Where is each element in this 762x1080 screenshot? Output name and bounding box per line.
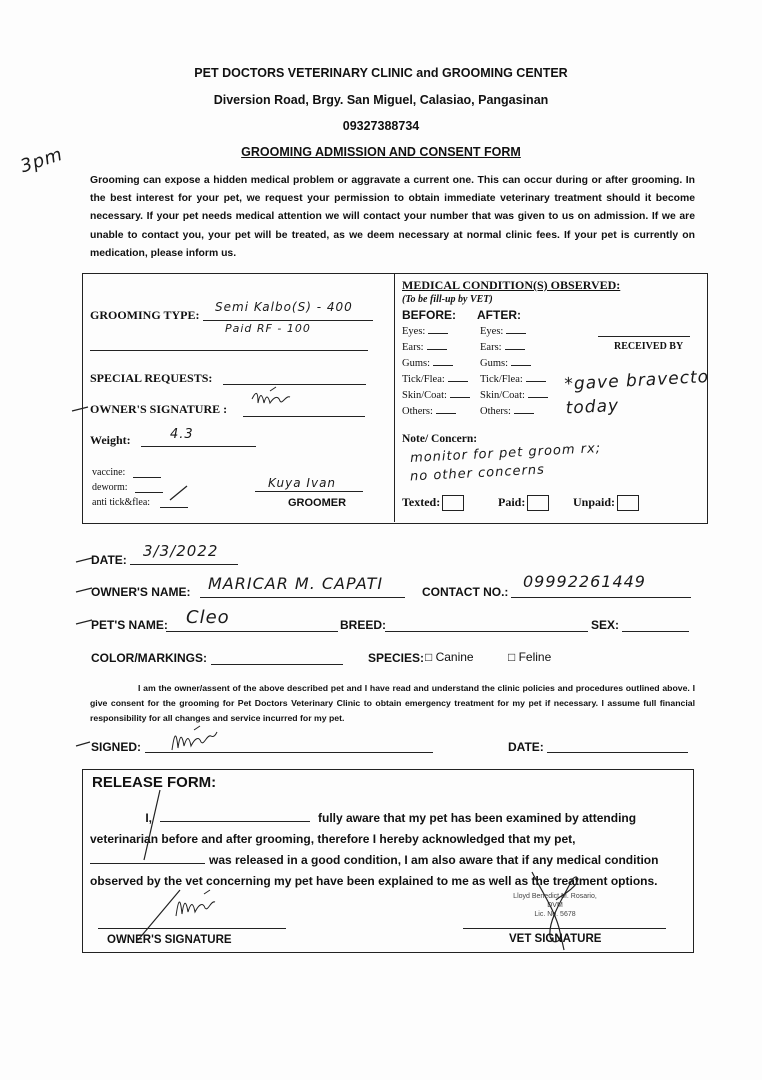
special-requests-line[interactable] — [223, 370, 366, 385]
vaccine-label: vaccine: — [92, 467, 126, 478]
consent-date-label: DATE: — [508, 740, 544, 754]
medical-row-label: Gums: — [480, 358, 509, 369]
medical-row-label: Gums: — [402, 358, 431, 369]
medical-row-blank[interactable] — [505, 340, 525, 350]
medical-row-label: Ears: — [402, 342, 424, 353]
paid-label: Paid: — [498, 495, 526, 509]
owner-signature-mark — [70, 385, 310, 420]
medical-row-blank[interactable] — [428, 324, 448, 334]
sex-line[interactable] — [622, 617, 689, 632]
medical-row-blank[interactable] — [450, 388, 470, 398]
box-divider — [394, 274, 395, 522]
unpaid-label: Unpaid: — [573, 495, 616, 509]
medical-row-after — [480, 404, 534, 417]
groomer-line[interactable] — [255, 476, 363, 492]
note-label: Note/ Concern: — [402, 433, 478, 445]
medical-row-label: Tick/Flea: — [480, 374, 523, 385]
received-by-label: RECEIVED BY — [614, 341, 684, 352]
antitick-check-mark — [168, 484, 190, 502]
date-value: 3/3/2022 — [143, 542, 219, 560]
grooming-type-label: GROOMING TYPE: — [90, 308, 200, 322]
medical-row-label: Skin/Coat: — [480, 390, 525, 401]
release-owner-sig-label: OWNER'S SIGNATURE — [107, 934, 232, 946]
clinic-address: Diversion Road, Brgy. San Miguel, Calasiao, Pangasinan — [213, 93, 549, 107]
signed-label: SIGNED: — [91, 740, 142, 754]
antitick-label: anti tick&flea: — [92, 497, 151, 508]
medical-row-before — [402, 372, 468, 385]
texted-checkbox[interactable] — [442, 495, 464, 511]
paid-field[interactable] — [498, 495, 549, 511]
medical-row-label: Ears: — [480, 342, 502, 353]
unpaid-field[interactable] — [573, 495, 639, 511]
pet-name-value: Cleo — [186, 607, 230, 628]
handwritten-medical-note: *gave bravecto today — [563, 367, 710, 419]
release-i: I, — [145, 811, 152, 825]
medical-row-before — [402, 324, 448, 337]
vet-stamp-name: Lloyd Benedict M. Rosario, DVM — [513, 893, 597, 909]
medical-row-before — [402, 388, 470, 401]
vet-sig-label: VET SIGNATURE — [509, 933, 602, 945]
medical-title: MEDICAL CONDITION(S) OBSERVED: — [402, 278, 621, 292]
note-value-1: monitor for pet groom rx; — [409, 441, 602, 466]
margin-note: 3pm — [17, 143, 66, 178]
medical-row-after — [480, 388, 548, 401]
feline-option[interactable]: □ Feline — [508, 650, 552, 664]
color-label: COLOR/MARKINGS: — [91, 651, 207, 665]
texted-label: Texted: — [402, 495, 441, 509]
signed-signature-mark — [74, 722, 244, 756]
vet-stamp-lic: Lic. No. 5678 — [534, 911, 576, 918]
medical-row-blank[interactable] — [511, 356, 531, 366]
weight-value: 4.3 — [170, 427, 194, 442]
groomer-label: GROOMER — [288, 497, 347, 509]
medical-row-after — [480, 340, 525, 353]
deworm-label: deworm: — [92, 482, 128, 493]
release-line-4: observed by the vet concerning my pet have been explained to me as well as the treatment options. — [90, 874, 658, 888]
before-label: BEFORE: — [402, 308, 456, 322]
medical-row-before — [402, 356, 453, 369]
clinic-name: PET DOCTORS VETERINARY CLINIC and GROOMING CENTER — [194, 66, 568, 80]
consent-date-line[interactable] — [547, 738, 688, 753]
owner-signature-label: OWNER'S SIGNATURE : — [90, 402, 228, 416]
medical-row-blank[interactable] — [448, 372, 468, 382]
medical-row-blank[interactable] — [528, 388, 548, 398]
consent-paragraph: I am the owner/assent of the above described pet and I have read and understand the clinic policies and procedures outlined above. I give consent for the grooming for Pet Doctors Veterinary Clinic to obtain emergency treatment for my pet if necessary. I assume full financial responsibility for all changes and service incurred for my pet. — [90, 683, 695, 723]
grooming-type-value-2: Paid RF - 100 — [225, 322, 311, 335]
contact-label: CONTACT NO.: — [422, 585, 509, 599]
color-line[interactable] — [211, 650, 343, 665]
grooming-type-extra-line[interactable] — [90, 338, 368, 351]
breed-label: BREED: — [340, 618, 387, 632]
medical-row-after — [480, 324, 526, 337]
release-owner-sig-line[interactable] — [98, 918, 286, 929]
pet-name-label: PET'S NAME: — [91, 618, 168, 632]
medical-row-blank[interactable] — [506, 324, 526, 334]
medical-row-blank[interactable] — [526, 372, 546, 382]
medical-row-after — [480, 356, 531, 369]
received-by-line[interactable] — [598, 326, 690, 337]
date-label: DATE: — [91, 553, 127, 567]
owner-name-label: OWNER'S NAME: — [91, 585, 191, 599]
medical-row-before — [402, 340, 447, 353]
grooming-type-value: Semi Kalbo(S) - 400 — [215, 300, 353, 314]
note-value-2: no other concerns — [409, 462, 546, 485]
medical-row-label: Others: — [480, 406, 511, 417]
unpaid-checkbox[interactable] — [617, 495, 639, 511]
release-line-3-text: was released in a good condition, I am also aware that if any medical condition — [209, 853, 659, 867]
paid-checkbox[interactable] — [527, 495, 549, 511]
breed-line[interactable] — [385, 617, 588, 632]
medical-row-label: Others: — [402, 406, 433, 417]
canine-option[interactable]: □ Canine — [425, 650, 474, 664]
contact-value: 09992261449 — [523, 572, 646, 591]
vaccine-line[interactable] — [133, 467, 161, 478]
release-line-2: veterinarian before and after grooming, therefore I hereby acknowledged that my pet, — [90, 832, 576, 846]
owner-name-value: MARICAR M. CAPATI — [208, 574, 384, 593]
sex-label: SEX: — [591, 618, 620, 632]
weight-line[interactable] — [141, 432, 256, 447]
medical-row-blank[interactable] — [427, 340, 447, 350]
weight-label: Weight: — [90, 433, 131, 447]
clinic-phone: 09327388734 — [342, 119, 420, 133]
after-label: AFTER: — [477, 308, 521, 322]
medical-row-label: Eyes: — [480, 326, 504, 337]
medical-row-label: Skin/Coat: — [402, 390, 447, 401]
release-line-1-text: fully aware that my pet has been examined by attending — [318, 811, 637, 825]
medical-row-blank[interactable] — [436, 404, 456, 414]
medical-row-after — [480, 372, 546, 385]
species-label: SPECIES: — [368, 651, 425, 665]
medical-row-label: Eyes: — [402, 326, 426, 337]
release-title: RELEASE FORM: — [92, 774, 217, 791]
medical-subtitle: (To be fill-up by VET) — [402, 294, 493, 305]
texted-field[interactable] — [402, 495, 464, 511]
medical-row-blank[interactable] — [433, 356, 453, 366]
intro-paragraph: Grooming can expose a hidden medical problem or aggravate a current one. This can occur during or after grooming. In the best interest for your pet, we request your permission to obtain immediate veterinary treatment should it become necessary. If your pet needs medical attention we will contact your number that was given to us on admission. If we are unable to contact you, your pet will be treated, as we deem necessary at normal clinic fees. If your pet is currently on medication, please inform us. — [90, 175, 695, 259]
medical-row-before — [402, 404, 456, 417]
medical-row-blank[interactable] — [514, 404, 534, 414]
vet-sig-line[interactable] — [463, 918, 666, 929]
groomer-value: Kuya Ivan — [268, 476, 337, 490]
special-requests-label: SPECIAL REQUESTS: — [90, 371, 213, 385]
form-title: GROOMING ADMISSION AND CONSENT FORM — [241, 145, 521, 159]
deworm-line[interactable] — [135, 482, 163, 493]
medical-row-label: Tick/Flea: — [402, 374, 445, 385]
